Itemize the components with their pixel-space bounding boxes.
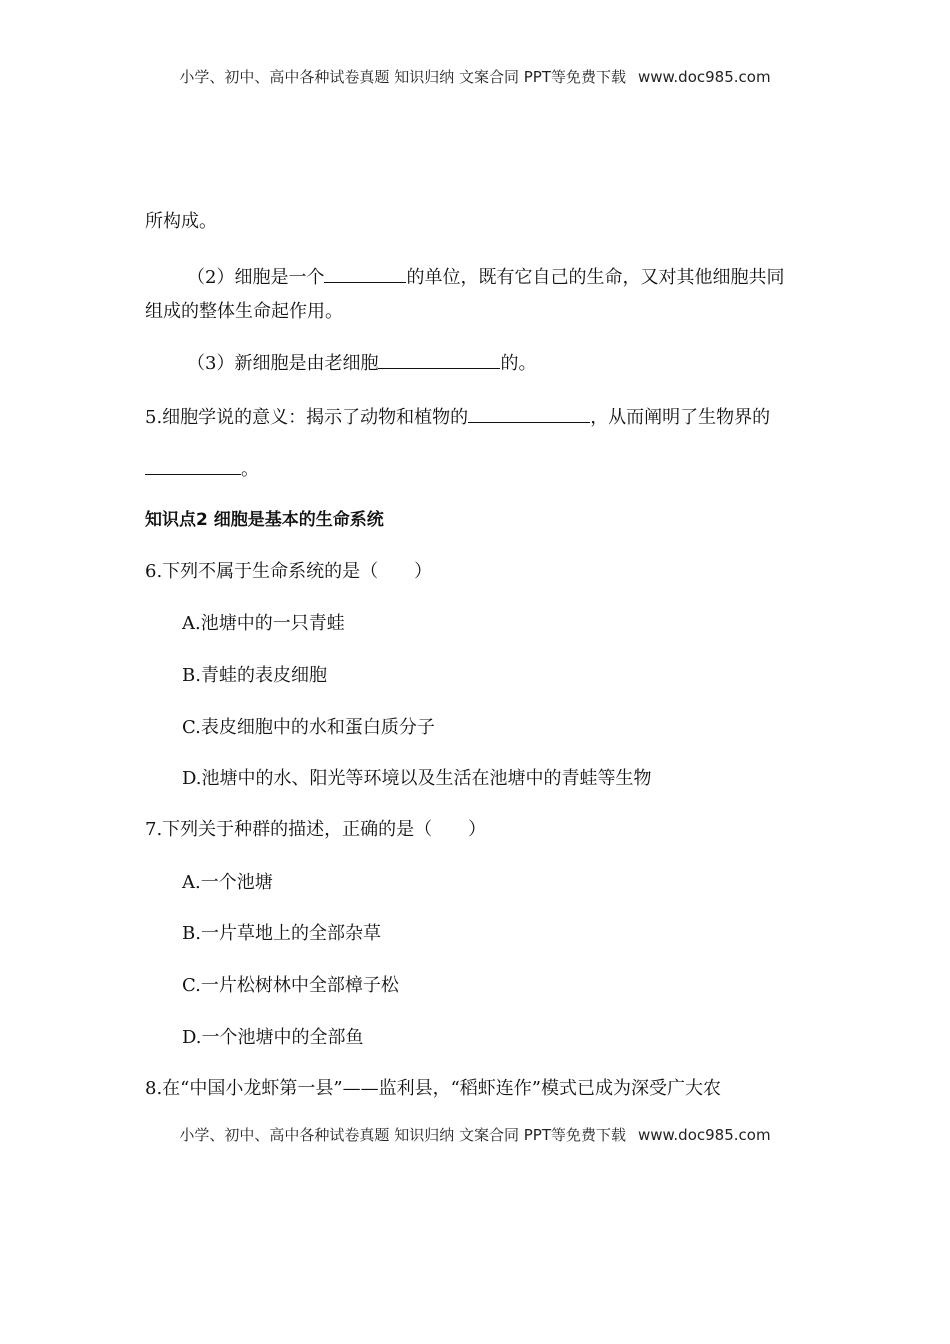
question-7-option-c: C.一片松树林中全部樟子松: [182, 975, 399, 996]
question-6-option-c: C.表皮细胞中的水和蛋白质分子: [182, 717, 435, 738]
question-6-option-a: A.池塘中的一只青蛙: [182, 613, 345, 634]
question-5-text-c: 。: [241, 459, 259, 480]
footer-url: www.doc985.com: [637, 1126, 771, 1144]
section-heading: 知识点2 细胞是基本的生命系统: [145, 510, 384, 530]
question-7-option-a: A.一个池塘: [182, 872, 273, 893]
item-3-text-b: 的。: [500, 353, 537, 374]
header-url: www.doc985.com: [637, 68, 771, 86]
item-3-text-a: （3）新细胞是由老细胞: [187, 353, 379, 374]
question-7: 7.下列关于种群的描述，正确的是（ ）: [145, 819, 487, 840]
item-2-line-2: 组成的整体生命起作用。: [145, 301, 343, 322]
answer-blank: [468, 404, 590, 423]
item-2-text-a: （2）细胞是一个: [187, 267, 325, 288]
header-text: 小学、初中、高中各种试卷真题 知识归纳 文案合同 PPT等免费下载: [179, 68, 626, 86]
question-8: 8.在“中国小龙虾第一县”——监利县，“稻虾连作”模式已成为深受广大农: [145, 1078, 721, 1099]
question-5-line-2: [145, 456, 259, 482]
question-7-option-b: B.一片草地上的全部杂草: [182, 923, 381, 944]
footer-text: 小学、初中、高中各种试卷真题 知识归纳 文案合同 PPT等免费下载: [179, 1126, 626, 1144]
question-6-option-d: D.池塘中的水、阳光等环境以及生活在池塘中的青蛙等生物: [182, 768, 652, 789]
answer-blank: [324, 264, 406, 283]
item-2-text-b: 的单位，既有它自己的生命，又对其他细胞共同: [406, 267, 785, 288]
question-6-option-b: B.青蛙的表皮细胞: [182, 665, 327, 686]
question-5-text-a: 5.细胞学说的意义：揭示了动物和植物的: [145, 407, 469, 428]
question-5-line-1: [145, 404, 770, 430]
item-2-line-1: [187, 264, 784, 290]
answer-blank: [378, 350, 500, 369]
item-3-line: [187, 350, 536, 376]
page-header: [0, 66, 950, 87]
page-footer: [0, 1124, 950, 1145]
question-5-text-b: ，从而阐明了生物界的: [590, 407, 771, 428]
question-6: 6.下列不属于生命系统的是（ ）: [145, 561, 433, 582]
answer-blank: [145, 456, 241, 475]
question-7-option-d: D.一个池塘中的全部鱼: [182, 1027, 364, 1048]
continuation-line: 所构成。: [145, 211, 217, 232]
